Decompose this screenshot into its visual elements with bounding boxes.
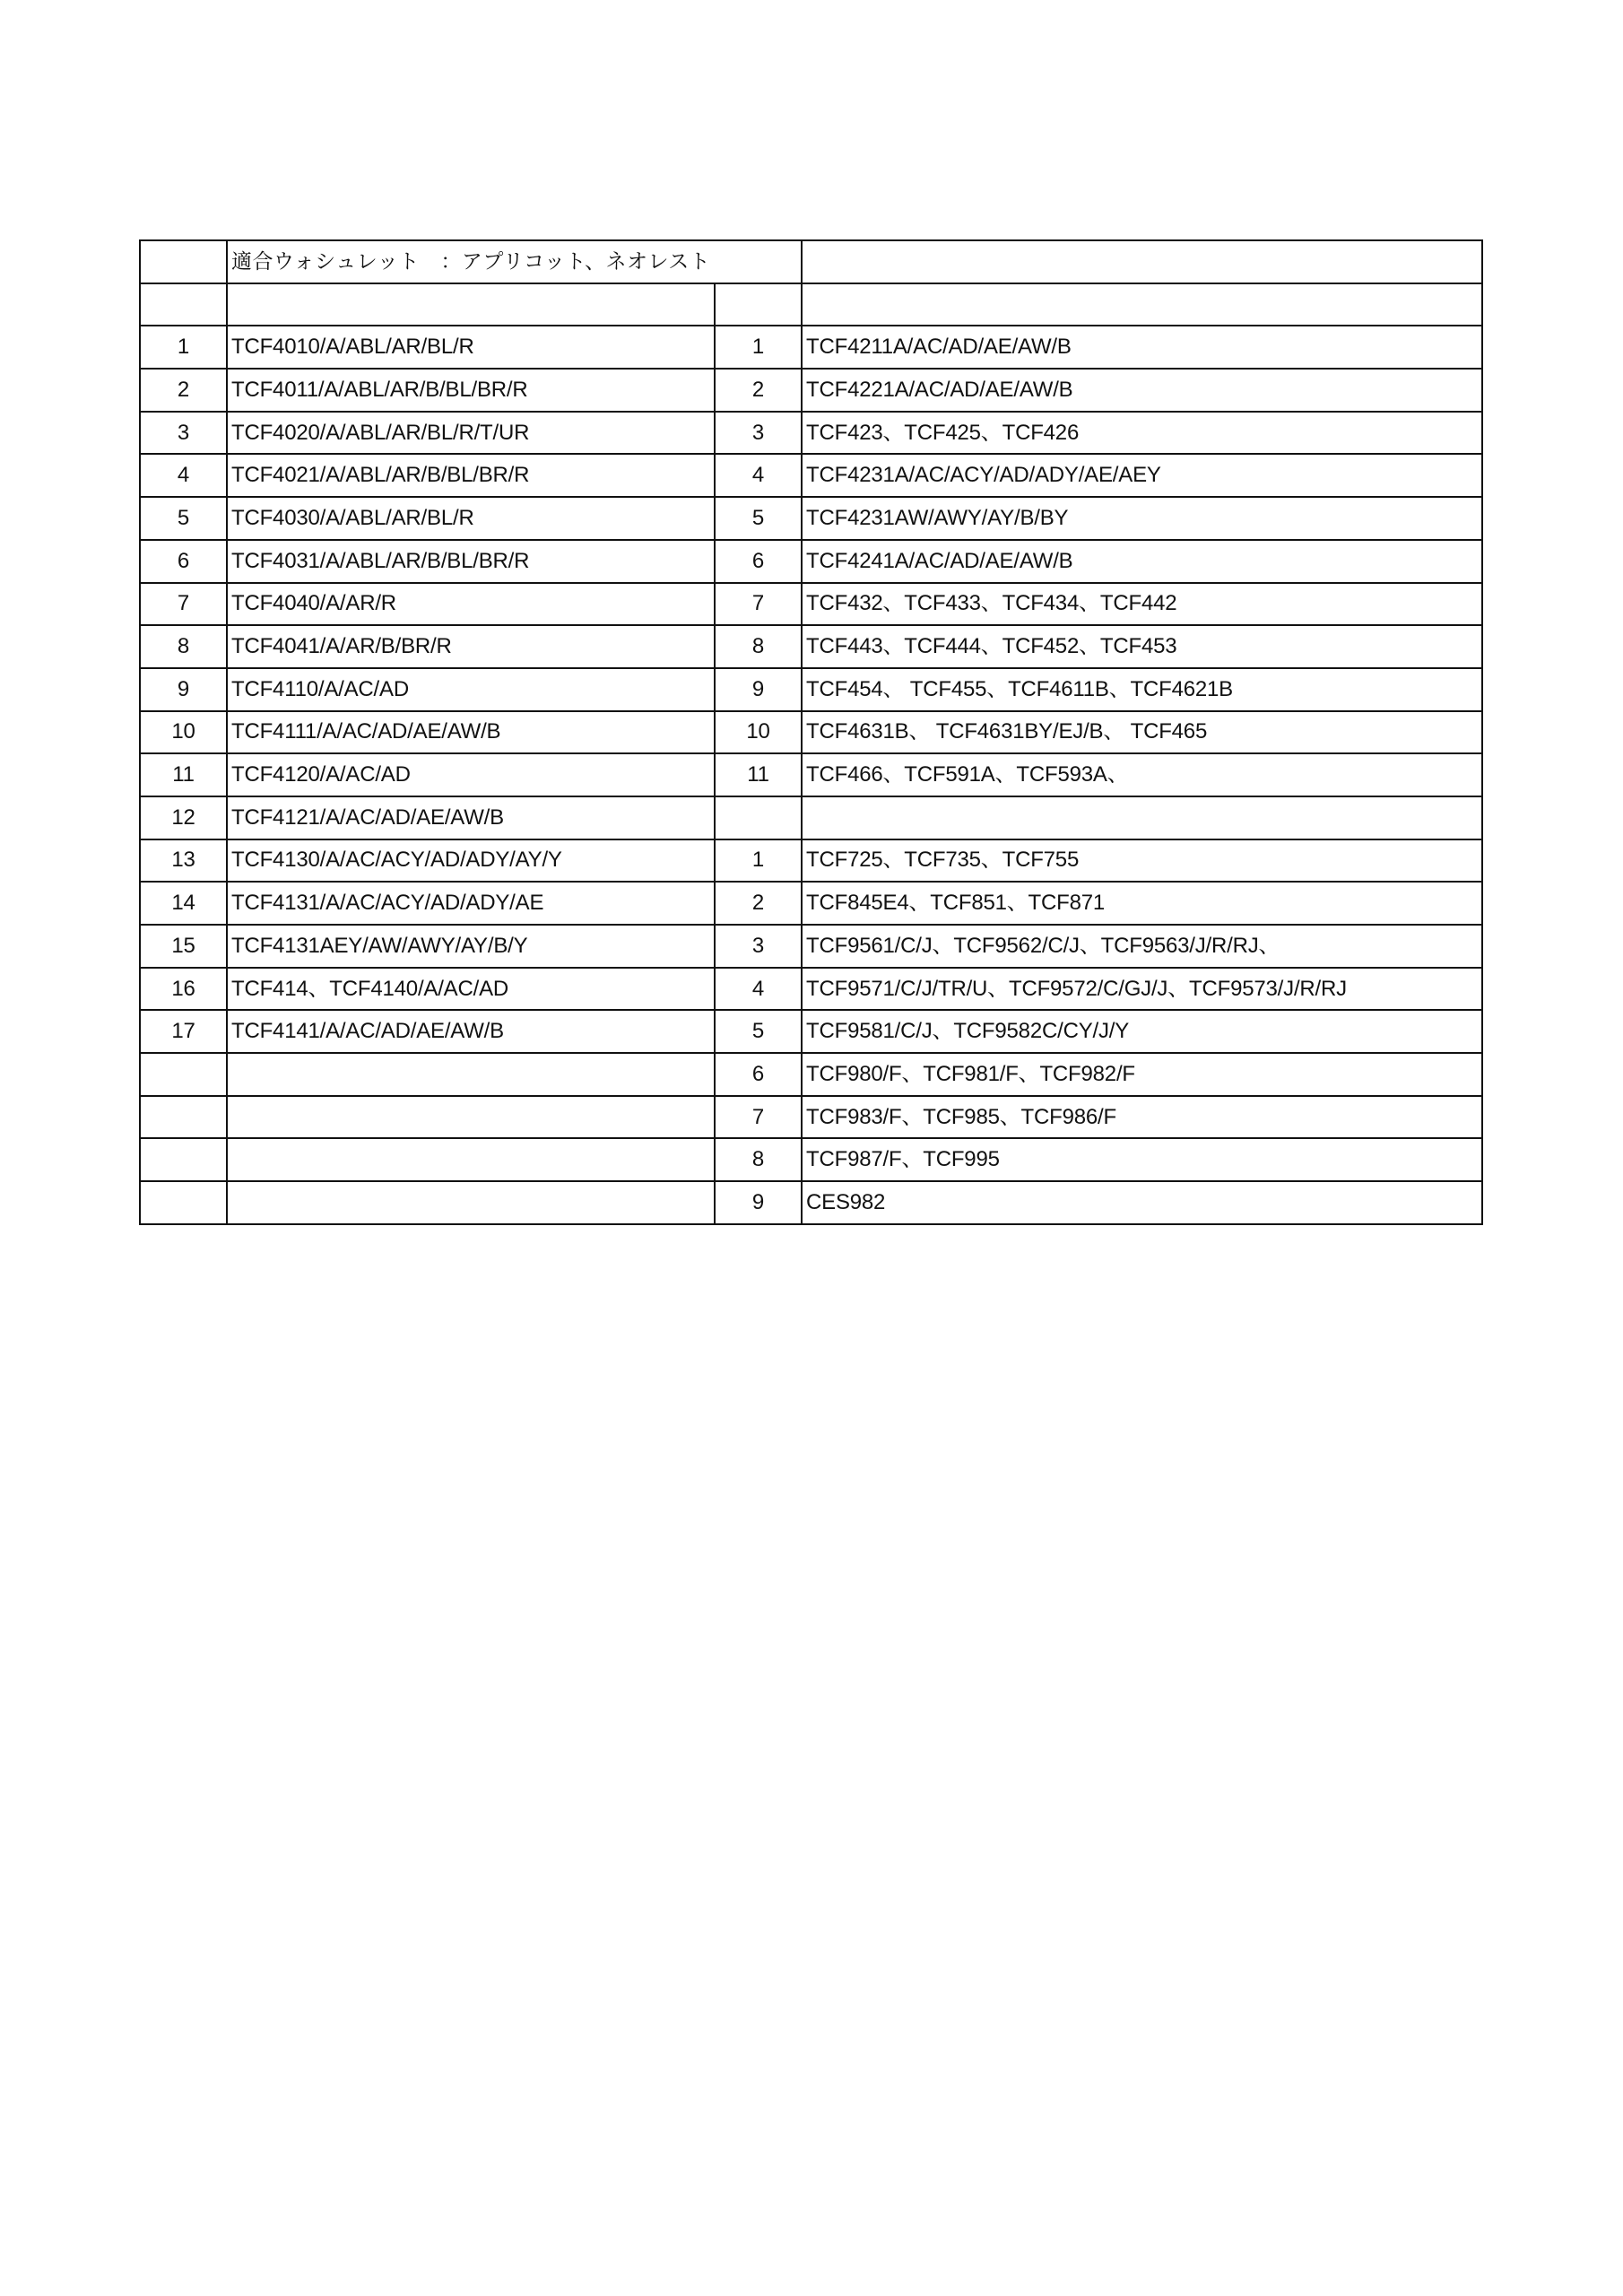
right-number-cell: 8 [715, 625, 802, 668]
table-row [140, 1181, 1482, 1224]
right-model-cell: TCF9561/C/J、TCF9562/C/J、TCF9563/J/R/RJ、 [802, 925, 1482, 968]
table-body [140, 240, 1482, 1224]
left-number-cell: 4 [140, 454, 227, 497]
left-number-cell: 1 [140, 326, 227, 369]
right-model-cell: TCF4211A/AC/AD/AE/AW/B [802, 326, 1482, 369]
right-model-cell: TCF454、 TCF455、TCF4611B、TCF4621B [802, 668, 1482, 711]
left-model-cell: TCF4041/A/AR/B/BR/R [227, 625, 715, 668]
table-row [140, 968, 1482, 1011]
left-number-cell: 11 [140, 753, 227, 796]
right-model-cell: TCF983/F、TCF985、TCF986/F [802, 1096, 1482, 1139]
right-number-cell: 11 [715, 753, 802, 796]
table-row [140, 540, 1482, 583]
left-model-cell: TCF4030/A/ABL/AR/BL/R [227, 497, 715, 540]
right-number-cell: 2 [715, 369, 802, 412]
right-number-cell: 5 [715, 497, 802, 540]
left-number-cell: 2 [140, 369, 227, 412]
blank-cell [715, 283, 802, 326]
right-model-cell: TCF980/F、TCF981/F、TCF982/F [802, 1053, 1482, 1096]
left-model-cell: TCF4111/A/AC/AD/AE/AW/B [227, 711, 715, 754]
right-model-cell: TCF4221A/AC/AD/AE/AW/B [802, 369, 1482, 412]
table-row [140, 1010, 1482, 1053]
left-model-cell: TCF4031/A/ABL/AR/B/BL/BR/R [227, 540, 715, 583]
right-model-cell: TCF9581/C/J、TCF9582C/CY/J/Y [802, 1010, 1482, 1053]
left-number-cell: 8 [140, 625, 227, 668]
table-row [140, 1096, 1482, 1139]
left-number-cell [140, 1096, 227, 1139]
table-row [140, 454, 1482, 497]
left-model-cell: TCF4120/A/AC/AD [227, 753, 715, 796]
left-model-cell: TCF4141/A/AC/AD/AE/AW/B [227, 1010, 715, 1053]
right-number-cell: 4 [715, 454, 802, 497]
left-model-cell: TCF4040/A/AR/R [227, 583, 715, 626]
left-number-cell: 9 [140, 668, 227, 711]
left-number-cell: 5 [140, 497, 227, 540]
left-number-cell: 7 [140, 583, 227, 626]
right-number-cell: 3 [715, 412, 802, 455]
right-model-cell: TCF987/F、TCF995 [802, 1138, 1482, 1181]
right-number-cell [715, 796, 802, 839]
blank-header-row [140, 283, 1482, 326]
right-number-cell: 10 [715, 711, 802, 754]
title-row-right-empty-cell [802, 240, 1482, 283]
left-number-cell [140, 1138, 227, 1181]
right-model-cell: CES982 [802, 1181, 1482, 1224]
right-model-cell: TCF9571/C/J/TR/U、TCF9572/C/GJ/J、TCF9573/J/R/RJ [802, 968, 1482, 1011]
left-number-cell: 3 [140, 412, 227, 455]
left-model-cell: TCF4010/A/ABL/AR/BL/R [227, 326, 715, 369]
blank-cell [140, 283, 227, 326]
title-row [140, 240, 1482, 283]
left-model-cell: TCF4130/A/AC/ACY/AD/ADY/AY/Y [227, 839, 715, 883]
left-model-cell: TCF4020/A/ABL/AR/BL/R/T/UR [227, 412, 715, 455]
right-number-cell: 6 [715, 540, 802, 583]
left-number-cell: 14 [140, 882, 227, 925]
left-model-cell [227, 1053, 715, 1096]
right-number-cell: 3 [715, 925, 802, 968]
right-model-cell: TCF4631B、 TCF4631BY/EJ/B、 TCF465 [802, 711, 1482, 754]
left-number-cell: 15 [140, 925, 227, 968]
table-row [140, 711, 1482, 754]
left-model-cell: TCF4121/A/AC/AD/AE/AW/B [227, 796, 715, 839]
left-model-cell: TCF4021/A/ABL/AR/B/BL/BR/R [227, 454, 715, 497]
right-model-cell: TCF725、TCF735、TCF755 [802, 839, 1482, 883]
right-number-cell: 2 [715, 882, 802, 925]
left-number-cell: 17 [140, 1010, 227, 1053]
right-number-cell: 1 [715, 839, 802, 883]
table-row [140, 882, 1482, 925]
blank-cell [802, 283, 1482, 326]
table-row [140, 369, 1482, 412]
table-row [140, 1053, 1482, 1096]
blank-cell [227, 283, 715, 326]
left-number-cell: 13 [140, 839, 227, 883]
table-row [140, 412, 1482, 455]
right-number-cell: 6 [715, 1053, 802, 1096]
right-number-cell: 7 [715, 583, 802, 626]
right-number-cell: 8 [715, 1138, 802, 1181]
left-number-cell: 6 [140, 540, 227, 583]
right-number-cell: 4 [715, 968, 802, 1011]
right-number-cell: 1 [715, 326, 802, 369]
right-model-cell: TCF443、TCF444、TCF452、TCF453 [802, 625, 1482, 668]
table-row [140, 583, 1482, 626]
left-model-cell: TCF4131/A/AC/ACY/AD/ADY/AE [227, 882, 715, 925]
right-model-cell: TCF4231A/AC/ACY/AD/ADY/AE/AEY [802, 454, 1482, 497]
left-model-cell: TCF4131AEY/AW/AWY/AY/B/Y [227, 925, 715, 968]
table-row [140, 497, 1482, 540]
table-row [140, 625, 1482, 668]
left-number-cell [140, 1053, 227, 1096]
left-number-cell: 16 [140, 968, 227, 1011]
title-row-empty-cell [140, 240, 227, 283]
table-row [140, 796, 1482, 839]
right-number-cell: 7 [715, 1096, 802, 1139]
table-row [140, 1138, 1482, 1181]
left-model-cell: TCF4011/A/ABL/AR/B/BL/BR/R [227, 369, 715, 412]
compatibility-table [139, 239, 1483, 1225]
table-row [140, 753, 1482, 796]
left-model-cell: TCF4110/A/AC/AD [227, 668, 715, 711]
right-model-cell: TCF845E4、TCF851、TCF871 [802, 882, 1482, 925]
left-model-cell: TCF414、TCF4140/A/AC/AD [227, 968, 715, 1011]
table-row [140, 925, 1482, 968]
right-model-cell: TCF432、TCF433、TCF434、TCF442 [802, 583, 1482, 626]
left-model-cell [227, 1138, 715, 1181]
right-model-cell: TCF466、TCF591A、TCF593A、 [802, 753, 1482, 796]
right-model-cell: TCF4231AW/AWY/AY/B/BY [802, 497, 1482, 540]
right-model-cell: TCF423、TCF425、TCF426 [802, 412, 1482, 455]
table-row [140, 839, 1482, 883]
right-number-cell: 9 [715, 1181, 802, 1224]
right-number-cell: 9 [715, 668, 802, 711]
table-title: 適合ウォシュレット ：アプリコット、ネオレスト [227, 240, 802, 283]
right-number-cell: 5 [715, 1010, 802, 1053]
left-model-cell [227, 1096, 715, 1139]
right-model-cell: TCF4241A/AC/AD/AE/AW/B [802, 540, 1482, 583]
right-model-cell [802, 796, 1482, 839]
left-number-cell: 12 [140, 796, 227, 839]
left-model-cell [227, 1181, 715, 1224]
left-number-cell: 10 [140, 711, 227, 754]
compatibility-sheet [139, 239, 1481, 1225]
left-number-cell [140, 1181, 227, 1224]
table-row [140, 326, 1482, 369]
table-row [140, 668, 1482, 711]
